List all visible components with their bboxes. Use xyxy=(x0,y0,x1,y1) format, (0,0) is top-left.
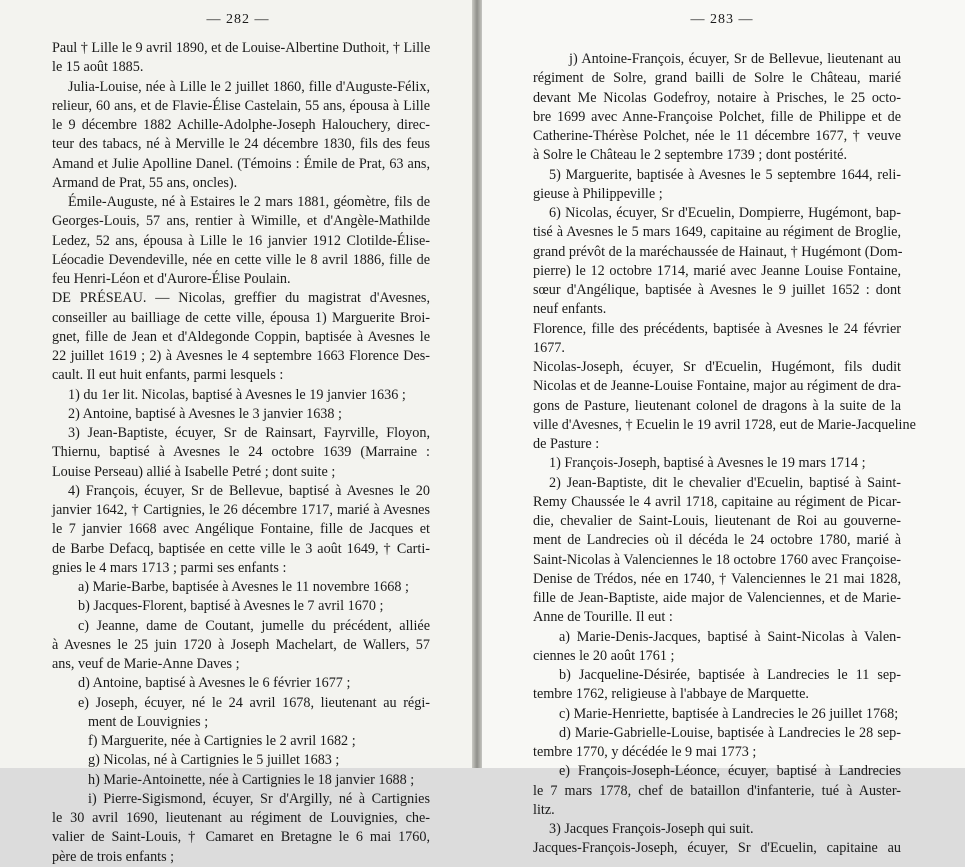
text-line: tembre 1762, religieuse à l'abbaye de Marquette. xyxy=(533,686,809,703)
text-line: Ledez, 52 ans, épousa à Lille le 16 janvier 1912 Clotilde-Élise- xyxy=(52,232,430,249)
text-line: le 15 août 1885. xyxy=(52,59,144,76)
text-line: le 7 janvier 1668 avec Angélique Fontaine, fille de Jacques et xyxy=(52,521,430,538)
right-page-text xyxy=(533,50,916,859)
book-gutter xyxy=(472,0,482,768)
text-line: gieuse à Philippeville ; xyxy=(533,185,663,202)
text-line: gnies le 4 mars 1713 ; parmi ses enfants : xyxy=(52,559,287,576)
text-line: cault. Il eut huit enfants, parmi lesquels : xyxy=(52,367,284,384)
text-line: Amand et Julie Apolline Danel. (Témoins : Émile de Prat, 63 ans, xyxy=(52,155,430,172)
text-line: Saint-Nicolas à Valenciennes le 18 octobre 1760 avec Françoise- xyxy=(533,551,901,568)
text-line: le 9 décembre 1882 Achille-Adolphe-Joseph Halouchery, direc- xyxy=(52,117,430,133)
text-line: le 7 mars 1778, chef de bataillon d'infanterie, tué à Auster- xyxy=(533,782,901,799)
text-line: le 30 avril 1690, lieutenant au régiment de Louvignies, che- xyxy=(52,810,430,826)
text-line: Anne de Tourille. Il eut : xyxy=(533,609,673,626)
text-line: 6) Nicolas, écuyer, Sr d'Ecuelin, Dompierre, Hugémont, bap- xyxy=(549,205,901,221)
text-line: à Avesnes le 25 juin 1720 à Joseph Machelart, de Wallers, 57 xyxy=(52,636,430,653)
text-line: gons de Pasture, lieutenant colonel de dragons à la suite de la xyxy=(533,397,901,414)
text-line: bre 1699 avec Anne-Françoise Polchet, fille de Philippe et de xyxy=(533,108,901,125)
text-line: sœur d'Angélique, baptisée à Avesnes le 9 juillet 1652 : dont xyxy=(533,282,901,298)
text-line: fille de Jean-Baptiste, aide major de Valenciennes, et de Marie- xyxy=(533,590,901,606)
text-line: Florence, fille des précédents, baptisée à Avesnes le 24 février xyxy=(533,320,901,337)
text-line: conseiller au bailliage de cette ville, épousa 1) Marguerite Broi- xyxy=(52,309,430,326)
text-line: Nicolas et de Jeanne-Louise Fontaine, major au régiment de dra- xyxy=(533,378,901,395)
text-line: père de trois enfants ; xyxy=(52,848,175,865)
page-number-right: — 283 — xyxy=(690,12,754,27)
text-line: Jacques-François-Joseph, écuyer, Sr d'Ecuelin, capitaine au xyxy=(533,840,901,857)
text-line: relieur, 60 ans, et de Flavie-Élise Castelain, 55 ans, épousa à Lille xyxy=(52,97,430,114)
text-line: DE PRÉSEAU. — Nicolas, greffier du magistrat d'Avesnes, xyxy=(52,290,430,307)
text-line: ment de Louvignies ; xyxy=(88,713,209,730)
text-line: ans, veuf de Marie-Anne Daves ; xyxy=(52,656,240,672)
text-line: Émile-Auguste, né à Estaires le 2 mars 1881, géomètre, fils de xyxy=(68,194,430,210)
text-line: de Pasture : xyxy=(533,436,600,452)
text-line: Paul † Lille le 9 avril 1890, et de Louise-Albertine Duthoit, † Lille xyxy=(52,40,431,56)
text-line: b) Jacqueline-Désirée, baptisée à Landrecies le 11 sep- xyxy=(559,667,901,683)
text-line: 3) Jacques François-Joseph qui suit. xyxy=(549,821,754,837)
text-line: Denise de Trédos, née en 1740, † Valenciennes le 21 mai 1828, xyxy=(533,570,901,587)
text-line: h) Marie-Antoinette, née à Cartignies le 18 janvier 1688 ; xyxy=(88,771,415,788)
text-line: gnet, fille de Jean et d'Aldegonde Coppin, baptisée à Avesnes le xyxy=(52,328,430,345)
text-line: i) Pierre-Sigismond, écuyer, Sr d'Argilly, né à Cartignies xyxy=(88,790,430,807)
text-line: 4) François, écuyer, Sr de Bellevue, baptisé à Avesnes le 20 xyxy=(68,482,430,499)
text-line: ciennes le 20 août 1761 ; xyxy=(533,647,675,664)
text-line: j) Antoine-François, écuyer, Sr de Bellevue, lieutenant au xyxy=(569,51,901,67)
text-line: pierre) le 12 octobre 1714, marié avec Jeanne Louise Fontaine, xyxy=(533,262,901,279)
text-line: e) Joseph, écuyer, né le 24 avril 1678, lieutenant au régi- xyxy=(78,694,430,711)
text-line: c) Marie-Henriette, baptisée à Landrecies le 26 juillet 1768; xyxy=(559,705,899,722)
text-line: teur des tabacs, né à Merville le 24 décembre 1830, fils des feus xyxy=(52,136,430,153)
text-line: 2) Antoine, baptisé à Avesnes le 3 janvier 1638 ; xyxy=(68,405,342,422)
text-line: 1677. xyxy=(533,339,565,356)
text-line: janvier 1642, † Cartignies, le 26 décembre 1717, marié à Avesnes xyxy=(52,502,430,518)
text-line: Remy Chaussée le 4 avril 1718, capitaine au régiment de Picar- xyxy=(533,493,901,510)
text-line: 5) Marguerite, baptisée à Avesnes le 5 septembre 1644, reli- xyxy=(549,166,901,183)
text-line: de Barbe Defacq, baptisée en cette ville le 3 août 1649, † Carti- xyxy=(52,540,430,557)
text-line: c) Jeanne, dame de Coutant, jumelle du précédent, alliée xyxy=(78,617,430,634)
text-line: Catherine-Thérèse Polchet, née le 11 décembre 1677, † veuve xyxy=(533,128,901,144)
text-line: ville d'Avesnes, † Ecuelin le 19 avril 1728, eut de Marie-Jacqueline xyxy=(533,416,916,433)
text-line: a) Marie-Denis-Jacques, baptisé à Saint-Nicolas à Valen- xyxy=(559,628,901,645)
text-line: Georges-Louis, 57 ans, rentier à Wimille, et d'Angèle-Mathilde xyxy=(52,213,430,230)
text-line: d) Antoine, baptisé à Avesnes le 6 février 1677 ; xyxy=(78,675,351,692)
text-line: ment de Landrecies où il décéda le 24 octobre 1780, marié à xyxy=(533,532,901,549)
text-line: 3) Jean-Baptiste, écuyer, Sr de Rainsart, Fayrville, Floyon, xyxy=(68,425,430,441)
text-line: valier de Saint-Louis, † Camaret en Bretagne le 6 mai 1760, xyxy=(52,829,430,846)
text-line: e) François-Joseph-Léonce, écuyer, baptisé à Landrecies xyxy=(559,763,901,780)
text-line: régiment de Solre, grand bailli de Solre le Château, marié xyxy=(533,70,901,87)
text-line: 1) du 1er lit. Nicolas, baptisé à Avesnes le 19 janvier 1636 ; xyxy=(68,386,406,403)
text-line: Thiernu, baptisé à Avesnes le 24 octobre 1639 (Marraine : xyxy=(52,444,430,461)
text-line: litz. xyxy=(533,801,555,818)
left-page-text xyxy=(52,39,430,867)
text-line: Louise Perseau) allié à Isabelle Petré ; dont suite ; xyxy=(52,463,336,480)
text-line: a) Marie-Barbe, baptisée à Avesnes le 11 novembre 1668 ; xyxy=(78,579,409,595)
text-line: g) Nicolas, né à Cartignies le 5 juillet 1683 ; xyxy=(88,752,340,769)
text-line: Julia-Louise, née à Lille le 2 juillet 1860, fille d'Auguste-Félix, xyxy=(68,78,430,95)
text-line: grand prévôt de la maréchaussée de Hainaut, † Hugémont (Dom- xyxy=(533,243,903,260)
text-line: Nicolas-Joseph, écuyer, Sr d'Ecuelin, Hugémont, fils dudit xyxy=(533,359,901,375)
text-line: neuf enfants. xyxy=(533,301,607,318)
text-line: tisé à Avesnes le 5 mars 1649, capitaine au régiment de Broglie, xyxy=(533,224,901,241)
text-line: d) Marie-Gabrielle-Louise, baptisée à Landrecies le 28 sep- xyxy=(559,724,901,741)
text-line: b) Jacques-Florent, baptisé à Avesnes le 7 avril 1670 ; xyxy=(78,598,384,615)
text-line: tembre 1770, y décédée le 9 mai 1773 ; xyxy=(533,744,757,760)
page-number-left: — 282 — xyxy=(206,12,270,27)
text-line: feu Henri-Léon et d'Aurore-Élise Poulain. xyxy=(52,271,291,287)
text-line: Armand de Prat, 55 ans, oncles). xyxy=(52,174,238,191)
text-line: devant Me Nicolas Godefroy, notaire à Prisches, le 25 octo- xyxy=(533,89,901,106)
text-line: die, chevalier de Saint-Louis, lieutenant de Roi au gouverne- xyxy=(533,513,901,529)
text-line: f) Marguerite, née à Cartignies le 2 avril 1682 ; xyxy=(88,733,356,749)
text-line: 2) Jean-Baptiste, dit le chevalier d'Ecuelin, baptisé à Saint- xyxy=(549,474,901,491)
text-line: 1) François-Joseph, baptisé à Avesnes le 19 mars 1714 ; xyxy=(549,455,866,472)
text-line: à Solre le Château le 2 septembre 1739 ; dont postérité. xyxy=(533,147,848,164)
text-line: Léocadie Devendeville, née en cette ville le 8 avril 1886, fille de xyxy=(52,251,430,268)
text-line: 22 juillet 1619 ; 2) à Avesnes le 4 septembre 1663 Florence Des- xyxy=(52,348,430,364)
